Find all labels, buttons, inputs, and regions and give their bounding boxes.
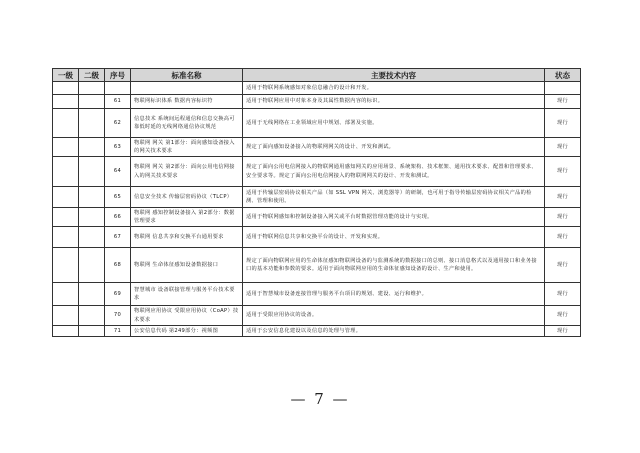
cell-seq: 63 [105, 138, 131, 157]
table-row [53, 248, 581, 283]
cell-seq: 67 [105, 227, 131, 248]
cell-level1 [53, 82, 79, 95]
header-content: 主要技术内容 [243, 69, 545, 82]
cell-level2 [79, 326, 105, 337]
cell-seq: 70 [105, 306, 131, 326]
table-header-row [53, 69, 581, 82]
cell-status: 现行 [545, 138, 581, 157]
cell-level1 [53, 187, 79, 208]
cell-content: 规定了面向感知设备接入的物联网网关的设计、开发和测试。 [243, 138, 545, 157]
header-name: 标准名称 [131, 69, 243, 82]
table-row [53, 208, 581, 227]
cell-seq: 65 [105, 187, 131, 208]
cell-content: 适用于物联网信息共享和交换平台的设计、开发和实现。 [243, 227, 545, 248]
cell-content: 适用于受限应用协议的设备。 [243, 306, 545, 326]
cell-level1 [53, 283, 79, 306]
table-row [53, 82, 581, 95]
cell-level2 [79, 306, 105, 326]
cell-seq: 66 [105, 208, 131, 227]
cell-status: 现行 [545, 306, 581, 326]
cell-seq: 69 [105, 283, 131, 306]
cell-seq [105, 82, 131, 95]
header-level2: 二级 [79, 69, 105, 82]
table-row [53, 187, 581, 208]
cell-name: 公安信息代码 第249部分：视频图 [131, 326, 243, 337]
cell-name: 智慧城市 设备联接管理与服务平台技术要求 [131, 283, 243, 306]
cell-level2 [79, 283, 105, 306]
cell-level1 [53, 109, 79, 138]
table-row [53, 326, 581, 337]
cell-level2 [79, 187, 105, 208]
cell-level1 [53, 95, 79, 109]
header-level1: 一级 [53, 69, 79, 82]
standards-table [52, 68, 581, 337]
cell-status: 现行 [545, 109, 581, 138]
cell-content: 适用于物联网应用中对象本身及其属性数据内容的标识。 [243, 95, 545, 109]
cell-level1 [53, 248, 79, 283]
cell-name: 物联网标识体系 数据内容标识符 [131, 95, 243, 109]
table-row [53, 109, 581, 138]
cell-seq: 68 [105, 248, 131, 283]
cell-content: 适用于物联网感知和控制设备接入网关或平台时数据管理功能的设计与实现。 [243, 208, 545, 227]
header-status: 状态 [545, 69, 581, 82]
cell-content: 适用于传输层密码协议相关产品（如 SSL VPN 网关、浏览器等）的研制，也可用于指导传输层密码协议相关产品的检测、管理和使用。 [243, 187, 545, 208]
table-row [53, 157, 581, 187]
cell-seq: 61 [105, 95, 131, 109]
cell-level2 [79, 227, 105, 248]
cell-name [131, 82, 243, 95]
cell-status: 现行 [545, 208, 581, 227]
cell-level2 [79, 157, 105, 187]
table-row [53, 138, 581, 157]
cell-level1 [53, 326, 79, 337]
cell-name: 物联网 感知控制设备接入 第2部分：数据管理要求 [131, 208, 243, 227]
cell-level2 [79, 248, 105, 283]
cell-level1 [53, 157, 79, 187]
cell-name: 物联网 信息共享和交换平台通用要求 [131, 227, 243, 248]
cell-content: 规定了面向公用电信网接入的物联网通用感知网关的应用场景、系统架构、技术框架、通用技术要求、配置和管理要求、安全要求等。规定了面向公用电信网接入的物联网网关的设计、开发和测试。 [243, 157, 545, 187]
cell-level1 [53, 138, 79, 157]
cell-content: 适用于无线网络在工业领域应用中规划、部署及实施。 [243, 109, 545, 138]
table-row [53, 306, 581, 326]
cell-content: 规定了面向物联网应用的生命体征感知物联网设备的与监测系统的数据接口的总则、接口消息格式以及通用接口和业务接口的基本功能和参数的要求。适用于面向物联网应用的生命体征感知设备的设计、生产和使用。 [243, 248, 545, 283]
table-row [53, 283, 581, 306]
cell-name: 物联网 网关 第2部分：面向公用电信网接入的网关技术要求 [131, 157, 243, 187]
table-row [53, 227, 581, 248]
cell-status: 现行 [545, 227, 581, 248]
cell-level1 [53, 208, 79, 227]
cell-status: 现行 [545, 248, 581, 283]
cell-level2 [79, 109, 105, 138]
cell-status: 现行 [545, 326, 581, 337]
cell-name: 信息技术 系统间远程通信和信息交换高可靠低时延的无线网络通信协议规范 [131, 109, 243, 138]
cell-name: 信息安全技术 传输层密码协议（TLCP） [131, 187, 243, 208]
cell-content: 适用于智慧城市设备连接管理与服务平台项目的规划、建设、运行和维护。 [243, 283, 545, 306]
cell-status: 现行 [545, 157, 581, 187]
header-seq: 序号 [105, 69, 131, 82]
cell-content: 适用于公安信息化建设以及信息的处理与管理。 [243, 326, 545, 337]
cell-status: 现行 [545, 187, 581, 208]
table-body [53, 82, 581, 337]
cell-level1 [53, 227, 79, 248]
cell-name: 物联网 生命体征感知设备数据接口 [131, 248, 243, 283]
cell-level2 [79, 138, 105, 157]
cell-seq: 62 [105, 109, 131, 138]
cell-level2 [79, 208, 105, 227]
cell-seq: 64 [105, 157, 131, 187]
cell-name: 物联网应用协议 受限应用协议（CoAP）技术要求 [131, 306, 243, 326]
cell-status: 现行 [545, 283, 581, 306]
page-number: — 7 — [290, 390, 350, 408]
cell-content: 适用于物联网系统感知对象信息融合的设计和开发。 [243, 82, 545, 95]
cell-level1 [53, 306, 79, 326]
table-row [53, 95, 581, 109]
cell-status: 现行 [545, 95, 581, 109]
cell-seq: 71 [105, 326, 131, 337]
cell-status [545, 82, 581, 95]
cell-level2 [79, 82, 105, 95]
cell-name: 物联网 网关 第1部分：面向感知设备接入的网关技术要求 [131, 138, 243, 157]
cell-level2 [79, 95, 105, 109]
